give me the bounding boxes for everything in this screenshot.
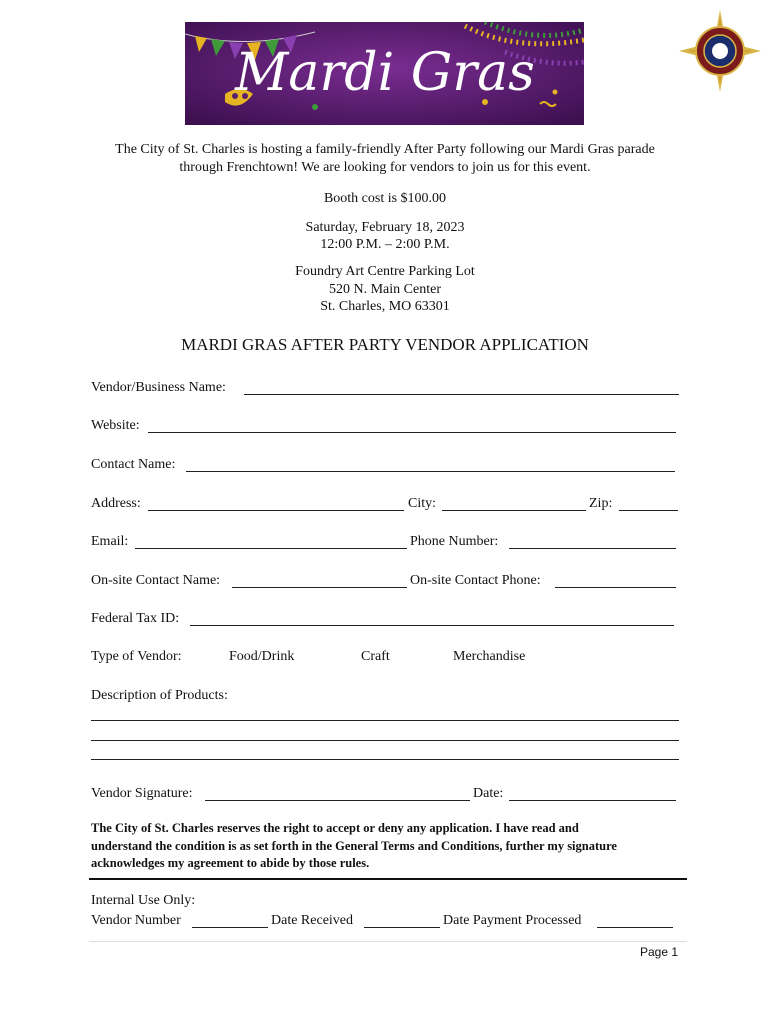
disclaimer-line-1: The City of St. Charles reserves the right to accept or deny any application. I have read and — [91, 821, 579, 835]
description-label: Description of Products: — [91, 688, 228, 703]
description-line-2[interactable] — [91, 740, 679, 741]
venue-name: Foundry Art Centre Parking Lot — [295, 264, 475, 279]
onsite-phone-label: On-site Contact Phone: — [410, 573, 541, 588]
vendor-type-merchandise[interactable]: Merchandise — [453, 649, 526, 664]
disclaimer-line-2: understand the condition is as set forth in the General Terms and Conditions, further my signature — [91, 839, 617, 853]
date-field[interactable] — [509, 800, 676, 801]
phone-label: Phone Number: — [410, 534, 499, 549]
venue-street: 520 N. Main Center — [329, 282, 441, 297]
city-seal-logo — [679, 10, 761, 92]
address-label: Address: — [91, 496, 141, 511]
onsite-phone-field[interactable] — [555, 587, 676, 588]
vendor-name-label: Vendor/Business Name: — [91, 380, 226, 395]
contact-name-label: Contact Name: — [91, 457, 176, 472]
date-received-field[interactable] — [364, 927, 440, 928]
tax-id-field[interactable] — [190, 625, 674, 626]
event-date: Saturday, February 18, 2023 — [305, 220, 465, 235]
city-field[interactable] — [442, 510, 586, 511]
phone-field[interactable] — [509, 548, 676, 549]
email-label: Email: — [91, 534, 129, 549]
email-field[interactable] — [135, 548, 407, 549]
form-title: MARDI GRAS AFTER PARTY VENDOR APPLICATION — [181, 335, 589, 354]
date-received-label: Date Received — [271, 913, 354, 928]
signature-label: Vendor Signature: — [91, 786, 193, 801]
zip-field[interactable] — [619, 510, 678, 511]
internal-use-heading: Internal Use Only: — [91, 893, 196, 908]
vendor-number-field[interactable] — [192, 927, 268, 928]
description-line-1[interactable] — [91, 720, 679, 721]
contact-name-field[interactable] — [186, 471, 675, 472]
city-label: City: — [408, 496, 437, 511]
vendor-number-label: Vendor Number — [91, 913, 181, 928]
mardi-gras-banner — [185, 22, 584, 125]
date-payment-label: Date Payment Processed — [443, 913, 582, 928]
page-number: Page 1 — [640, 945, 679, 959]
zip-label: Zip: — [589, 496, 613, 511]
section-divider — [89, 878, 687, 880]
signature-field[interactable] — [205, 800, 470, 801]
intro-line-2: through Frenchtown! We are looking for vendors to join us for this event. — [179, 160, 591, 175]
vendor-name-field[interactable] — [244, 394, 679, 395]
onsite-name-label: On-site Contact Name: — [91, 573, 221, 588]
vendor-type-craft[interactable]: Craft — [361, 649, 390, 664]
vendor-type-label: Type of Vendor: — [91, 649, 182, 664]
description-line-3[interactable] — [91, 759, 679, 760]
website-field[interactable] — [148, 432, 676, 433]
disclaimer-line-3: acknowledges my agreement to abide by those rules. — [91, 856, 370, 870]
tax-id-label: Federal Tax ID: — [91, 611, 180, 626]
event-time: 12:00 P.M. – 2:00 P.M. — [320, 237, 450, 252]
address-field[interactable] — [148, 510, 404, 511]
vendor-type-food-drink[interactable]: Food/Drink — [229, 649, 295, 664]
date-payment-field[interactable] — [597, 927, 673, 928]
website-label: Website: — [91, 418, 140, 433]
venue-city: St. Charles, MO 63301 — [320, 299, 450, 314]
intro-line-1: The City of St. Charles is hosting a family-friendly After Party following our Mardi Gras parade — [115, 142, 655, 157]
booth-cost: Booth cost is $100.00 — [323, 191, 447, 206]
onsite-name-field[interactable] — [232, 587, 407, 588]
date-label: Date: — [473, 786, 504, 801]
footer-divider — [89, 941, 687, 942]
svg-text:Mardi Gras: Mardi Gras — [235, 43, 535, 103]
